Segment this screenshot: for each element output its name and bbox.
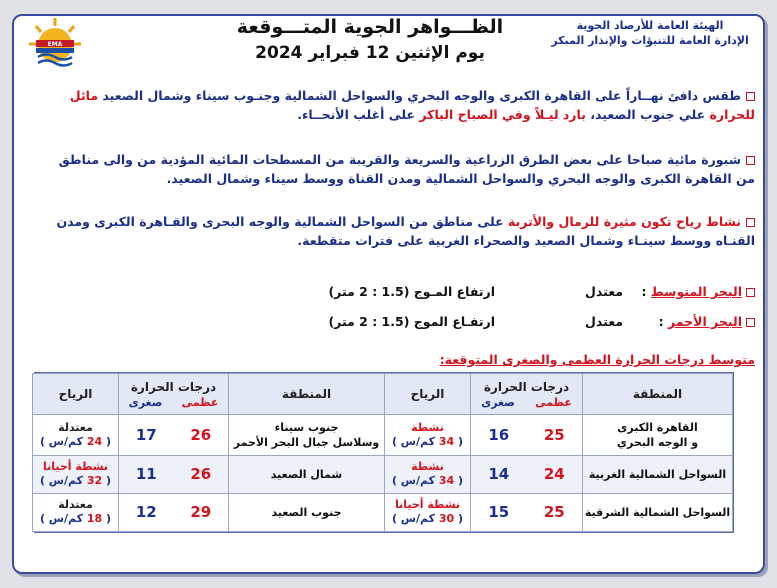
region-name: جنوب الصعيد [271, 505, 342, 519]
wave-height: ارتفـاع الموج (1.5 : 2 متر) [328, 314, 495, 329]
temperature-cell [119, 493, 229, 531]
wind-speed: 30 [438, 512, 455, 526]
region-cell [583, 493, 733, 531]
wind-cell: نشطة أحيانا ( 30 كم/س ) [385, 493, 471, 531]
region-name: السواحل الشمالية الغربية [588, 467, 727, 481]
wind-unit: كم/س [48, 434, 84, 448]
header-temperature [471, 374, 583, 415]
sea-label: البحر المتوسط [650, 284, 742, 299]
temperature-cell [471, 493, 583, 531]
table-heading: متوسط درجات الحرارة العظمى والصغرى المتوقعة: [439, 352, 755, 367]
sea-state: معتدل [585, 314, 623, 329]
forecast-date: يوم الإثنين 12 فبراير 2024 [255, 43, 485, 63]
header-wind: الرياح [385, 374, 471, 415]
wind-state: نشطة [411, 460, 444, 474]
sea-name: البحر المتوسط : [641, 284, 755, 299]
wind-cell: معتدلة ( 24 كم/س ) [33, 415, 119, 456]
bullet-wind [50, 212, 755, 250]
region-name: شمال الصعيد [270, 467, 343, 481]
bullet-highlight: نشاط رياح تكون مثيرة للرمال والأتربة [508, 214, 741, 229]
bullet-text: علي جنوب الصعيد، [585, 107, 710, 122]
region-name-line2: و الوجه البحري [616, 435, 699, 449]
wind-state: نشطة أحيانا [42, 460, 109, 474]
bullet-text: على مناطق من السواحل الشمالية والوجه البحرى والقـاهرة الكبرى ومدن القنـاه ووسط سينـاء وشمال الصعيد والصحراء الغربية على فترات متقطعة. [56, 214, 755, 248]
temperature-cell [119, 455, 229, 493]
svg-text:EMA: EMA [47, 41, 63, 48]
header-min: صغرى [128, 395, 163, 409]
wind-speed: 34 [438, 434, 455, 448]
region-name: القاهرة الكبرى [617, 420, 698, 434]
checkbox-icon [746, 218, 755, 227]
checkbox-icon [746, 156, 755, 165]
temp-min: 16 [488, 425, 510, 444]
sea-name: البحر الأحمر : [659, 314, 755, 329]
temperature-cell [471, 415, 583, 456]
header-temperature [119, 374, 229, 415]
wind-unit: كم/س [400, 434, 436, 448]
bullet-highlight: مائل للحرارة [69, 88, 755, 122]
bullet-fog [50, 150, 755, 188]
temperature-table [34, 372, 734, 533]
wind-unit: كم/س [48, 512, 84, 526]
region-cell [229, 493, 385, 531]
header-region: المنطقة [229, 374, 385, 415]
wind-state: معتدلة [58, 498, 93, 512]
organization-name [545, 18, 755, 48]
temp-max: 29 [190, 503, 212, 522]
wind-cell: نشطة أحيانا ( 32 كم/س ) [33, 455, 119, 493]
wind-unit: كم/س [400, 512, 436, 526]
wind-unit: كم/س [48, 474, 84, 488]
wind-speed: 34 [438, 474, 455, 488]
ema-logo-icon [26, 14, 84, 72]
temp-max: 25 [543, 425, 565, 444]
region-cell [583, 455, 733, 493]
header-max: عظمى [535, 395, 572, 409]
temp-min: 15 [488, 503, 510, 522]
region-cell [229, 415, 385, 456]
temp-min: 17 [135, 425, 157, 444]
sea-row-red-sea [328, 314, 755, 334]
checkbox-icon [746, 92, 755, 101]
bullet-text: على أغلب الأنحــاء. [297, 107, 420, 122]
header-temp-label: درجات الحرارة [130, 379, 217, 394]
bullet-text: طقس دافئ نهــاراً على القاهرة الكبرى والوجه البحري والسواحل الشمالية وجنـوب سيناء وشمال الصعيد [98, 88, 741, 103]
temp-min: 14 [488, 465, 510, 484]
temp-max: 25 [543, 503, 565, 522]
table-row [33, 455, 733, 493]
bullet-text: شبورة مائية صباحا على بعض الطرق الزراعية والسريعة والقريبة من المسطحات المائية المؤدية من والى مناطق من القاهرة الكبرى والوجه البحري والسواحل الشمالية ومدن القناة ووسط سيناء وشمال الصعيد. [58, 152, 755, 186]
sea-label: البحر الأحمر [668, 314, 742, 329]
checkbox-icon [746, 318, 755, 327]
temperature-cell [119, 415, 229, 456]
bullet-highlight: بارد ليـلاً وفي الصباح الباكر [419, 107, 586, 122]
org-line-1: الهيئة العامة للأرصاد الجوية [576, 19, 724, 32]
region-cell [583, 415, 733, 456]
header-wind: الرياح [33, 374, 119, 415]
org-line-2: الإدارة العامة للتنبؤات والإنذار المبكر [551, 34, 749, 47]
wind-state: معتدلة [58, 420, 93, 434]
wind-cell: معتدلة ( 18 كم/س ) [33, 493, 119, 531]
temperature-cell [471, 455, 583, 493]
region-name: جنوب سيناء [274, 420, 339, 434]
wind-cell: نشطة ( 34 كم/س ) [385, 415, 471, 456]
wind-state: نشطة [411, 420, 444, 434]
temp-max: 26 [190, 465, 212, 484]
region-name-line2: وسلاسل جبال البحر الأحمر [233, 435, 380, 449]
table-row [33, 493, 733, 531]
sea-row-mediterranean [328, 284, 755, 304]
title-block [190, 14, 550, 66]
temp-min: 11 [135, 465, 157, 484]
wind-speed: 32 [86, 474, 103, 488]
table-header-row [33, 374, 733, 415]
header-temp-label: درجات الحرارة [483, 379, 570, 394]
wind-speed: 18 [86, 512, 103, 526]
wind-speed: 24 [86, 434, 103, 448]
header-min: صغرى [481, 395, 515, 409]
temp-min: 12 [135, 503, 157, 522]
region-cell [229, 455, 385, 493]
temp-max: 26 [190, 425, 212, 444]
wave-height: ارتفاع المـوج (1.5 : 2 متر) [328, 284, 495, 299]
wind-cell: نشطة ( 34 كم/س ) [385, 455, 471, 493]
header-region: المنطقة [583, 374, 733, 415]
region-name: السواحل الشمالية الشرقية [584, 505, 731, 519]
header-max: عظمى [181, 395, 219, 409]
sea-state: معتدل [585, 284, 623, 299]
wind-state: نشطة أحيانا [394, 498, 461, 512]
checkbox-icon [746, 288, 755, 297]
temp-max: 24 [543, 465, 565, 484]
wind-unit: كم/س [400, 474, 436, 488]
bullet-temperature [50, 86, 755, 124]
page-title: الظـــواهر الجوية المتـــوقعة [236, 16, 504, 38]
table-row [33, 415, 733, 456]
